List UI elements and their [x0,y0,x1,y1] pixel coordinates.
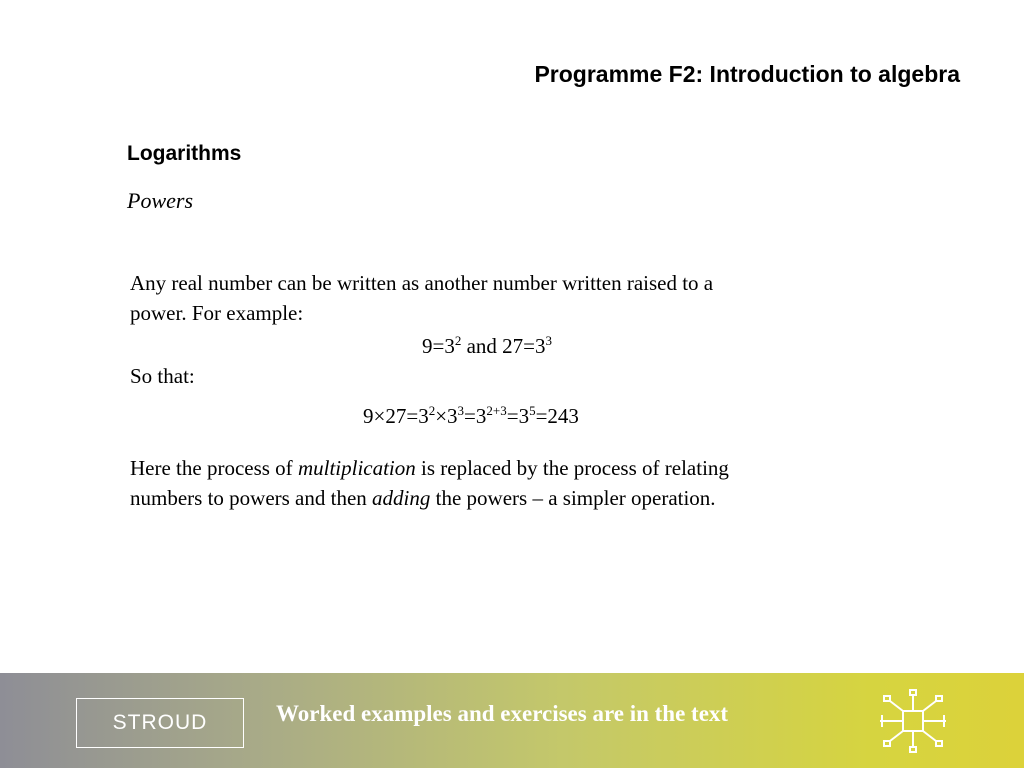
intro-line-2: power. For example: [130,301,304,325]
section-subheading: Powers [127,188,193,213]
explanation-paragraph [130,453,729,513]
intro-paragraph [130,268,713,328]
slide-title: Programme F2: Introduction to algebra [534,61,960,87]
network-node-icon [870,685,956,757]
explanation-line-1: Here the process of multiplication is replaced by the process of relating [130,456,729,480]
section-heading: Logarithms [127,142,242,165]
footer-bar [0,673,1024,768]
stroud-brand-box: STROUD [76,698,244,748]
explanation-line-2: numbers to powers and then adding the powers – a simpler operation. [130,486,716,510]
equation-multiplication: $9\times 27=3^2\times 3^3=3^{2+3}=3^5=243$ [363,403,579,428]
so-that-text: So that: [130,364,195,388]
intro-line-1: Any real number can be written as another number written raised to a [130,271,714,295]
equation-powers-example: $9=3^2$ and $27=3^3$ [422,333,553,358]
footer-text: Worked examples and exercises are in the text [276,701,729,726]
